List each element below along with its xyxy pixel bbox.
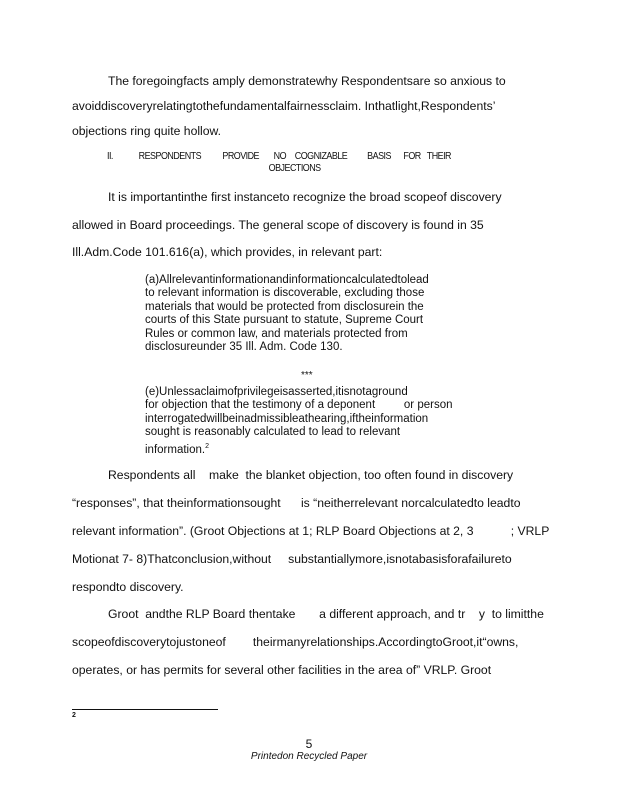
paragraph-4-line-1: Groot andthe RLP Board thentake a different approach, and tr y to limitthe (108, 607, 544, 621)
quote-a-line-1: (a)Allrelevantinformationandinformationcalculatedtolead (145, 274, 429, 286)
paragraph-3-line-4: Motionat 7- 8)Thatconclusion,without substantiallymore,isnotabasisforafailureto (72, 552, 512, 566)
quote-a-line-6: disclosureunder 35 Ill. Adm. Code 130. (145, 341, 343, 354)
paragraph-3-line-5: respondto discovery. (72, 580, 184, 594)
quote-e-line-3: interrogatedwillbeinadmissibleathearing,iftheinformation (145, 412, 429, 425)
heading-word-cognizable: COGNIZABLE (294, 151, 348, 162)
paragraph-1-line-3: objections ring quite hollow. (72, 124, 222, 138)
quote-a-line-3: materials that would be protected from disclosurein the (145, 300, 424, 313)
footer-recycled-paper: Printedon Recycled Paper (250, 751, 368, 762)
footnote-separator (72, 709, 218, 710)
heading-word-objections: OBJECTIONS (268, 163, 321, 174)
quote-e-line-2: for objection that the testimony of a deponent or person (145, 399, 453, 412)
quote-a-line-4: courts of this State pursuant to statute, Supreme Court (145, 314, 424, 327)
paragraph-1-line-2: avoiddiscoveryrelatingtothefundamentalfairnessclaim. Inthatlight,Respondents’ (72, 99, 496, 113)
page-number: 5 (305, 737, 313, 751)
footnote-ref-2[interactable]: 2 (205, 442, 209, 450)
paragraph-3-line-2: “responses”, that theinformationsought is “neitherrelevant norcalculatedto leadto (72, 496, 521, 510)
quote-e-line-5-text: information. (145, 443, 206, 456)
quote-e-line-4: sought is reasonably calculated to lead to relevant (145, 426, 401, 439)
quote-a-line-2: to relevant information is discoverable, excluding those (145, 287, 425, 300)
block-quote-a (145, 274, 455, 354)
paragraph-4-line-2: scopeofdiscoverytojustoneof theirmanyrelationships.AccordingtoGroot,it“owns, (72, 635, 519, 649)
paragraph-3-line-1: Respondents all make the blanket objection, too often found in discovery (108, 468, 514, 482)
quote-a-line-5: Rules or common law, and materials protected from (145, 327, 408, 340)
ellipsis-stars: *** (301, 370, 313, 381)
paragraph-2-line-2: allowed in Board proceedings. The general scope of discovery is found in 35 (72, 218, 484, 232)
heading-word-provide: PROVIDE (222, 151, 260, 162)
paragraph-2-line-1: It is importantinthe first instanceto recognize the broad scopeof discovery (108, 190, 502, 204)
footnote-number: 2 (72, 712, 76, 719)
quote-e-line-1: (e)Unlessaclaimofprivilegeisasserted,itisnotaground (145, 386, 408, 398)
paragraph-4-line-3: operates, or has permits for several other facilities in the area of” VRLP. Groot (72, 663, 492, 677)
paragraph-3-line-3: relevant information”. (Groot Objections at 1; RLP Board Objections at 2, 3 ; VRLP (72, 524, 550, 538)
heading-word-respondents: RESPONDENTS (138, 151, 202, 162)
paragraph-1-line-1: The foregoingfacts amply demonstratewhy Respondentsare so anxious to (108, 74, 506, 88)
section-heading (107, 151, 451, 175)
quote-e-line-5 (145, 440, 455, 457)
heading-word-for: FOR (403, 151, 421, 162)
paragraph-2-line-3: Ill.Adm.Code 101.616(a), which provides, in relevant part: (72, 245, 383, 259)
heading-word-no: NO (273, 151, 287, 162)
block-quote-e (145, 386, 455, 457)
heading-numeral: II. (107, 151, 113, 162)
heading-word-basis: BASIS (367, 151, 391, 162)
heading-word-their: THEIR (426, 151, 451, 162)
